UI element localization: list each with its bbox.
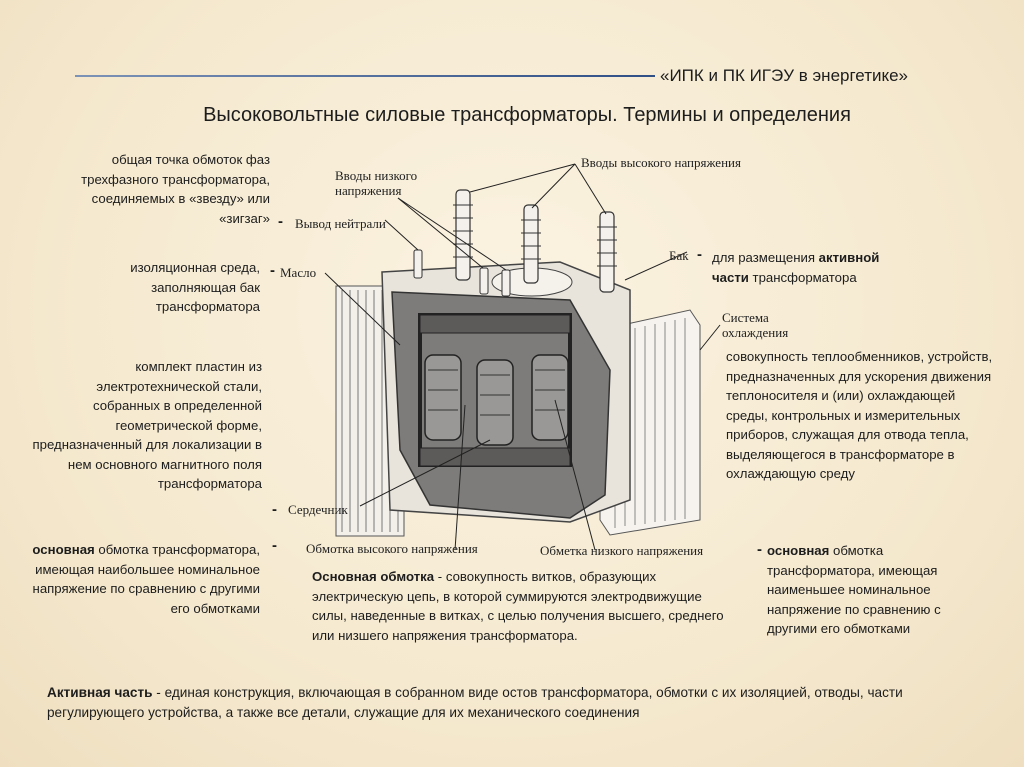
definition-lv-text: обмотка трансформатора, имеющая наименьшее номинальное напряжение по сравнению с другими его обмотками	[767, 543, 941, 636]
definition-main-winding	[312, 567, 732, 645]
definition-tank-bold-2: части	[712, 269, 749, 285]
definition-hv-winding	[30, 540, 260, 618]
dash-lv: -	[757, 541, 762, 558]
definition-active-text: - единая конструкция, включающая в собранном виде остов трансформатора, обмотки с их изоляцией, отводы, части регулирующего устройства, а также все детали, служащие для их механического соединения	[47, 685, 903, 720]
label-lv-winding: Обметка низкого напряжения	[540, 543, 704, 558]
label-core: Сердечник	[288, 502, 348, 517]
label-tank: Бак	[669, 248, 689, 263]
definition-active-part	[47, 683, 992, 722]
label-neutral: Вывод нейтрали	[295, 216, 386, 231]
dash-hv: -	[272, 537, 277, 554]
label-hv-winding: Обмотка высокого напряжения	[306, 541, 478, 556]
label-lv-bushings: Вводы низкого напряжения	[335, 168, 418, 198]
label-cooling: Система охлаждения	[722, 310, 789, 340]
definition-tank-text-a: для размещения	[712, 250, 819, 265]
definition-lv-winding	[767, 541, 992, 639]
dash-tank: -	[697, 246, 702, 263]
label-hv-bushings: Вводы высокого напряжения	[581, 155, 741, 170]
dash-core: -	[272, 501, 277, 518]
definition-tank-bold-1: активной	[818, 250, 880, 265]
winding-left	[425, 355, 461, 440]
organization-name: «ИПК и ПК ИГЭУ в энергетике»	[660, 66, 909, 85]
definition-tank	[712, 248, 922, 287]
definition-core: комплект пластин из электротехнической стали, собранных в определенной геометрической форме, предназначенный для локализации в нем основного магнитного поля трансформатора	[32, 359, 262, 491]
definition-lv-bold: основная	[767, 543, 830, 558]
page-title: Высоковольтные силовые трансформаторы. Термины и определения	[203, 104, 851, 126]
dash-neutral: -	[278, 213, 283, 230]
definition-cooling: совокупность теплообменников, устройств, предназначенных для ускорения движения теплоносителя и (или) охлаждающей среды, контрольных и измерительных приборов, служащая для отвода тепла, выделяющегося в трансформаторе в охлаждающую среду	[726, 349, 993, 481]
definition-main-text: - совокупность витков, образующих электрическую цепь, в которой суммируются электродвижущие силы, наведенные в витках, с целью получения высшего, среднего или низшего напряжения трансформатора.	[312, 569, 724, 643]
definition-neutral: общая точка обмоток фаз трехфазного трансформатора, соединяемых в «звезду» или «зигзаг»	[81, 152, 270, 226]
winding-middle	[477, 360, 513, 445]
definition-main-bold: Основная обмотка	[312, 569, 435, 584]
definition-hv-bold: основная	[32, 542, 95, 557]
definition-hv-text: обмотка трансформатора, имеющая наибольшее номинальное напряжение по сравнению с другими его обмотками	[32, 542, 260, 616]
label-oil: Масло	[280, 265, 317, 280]
definition-tank-text-b: трансформатора	[748, 269, 857, 285]
definition-oil: изоляционная среда, заполняющая бак трансформатора	[130, 260, 260, 314]
definition-active-bold: Активная часть	[47, 685, 153, 700]
header-rule	[75, 75, 655, 77]
dash-oil: -	[270, 262, 275, 279]
